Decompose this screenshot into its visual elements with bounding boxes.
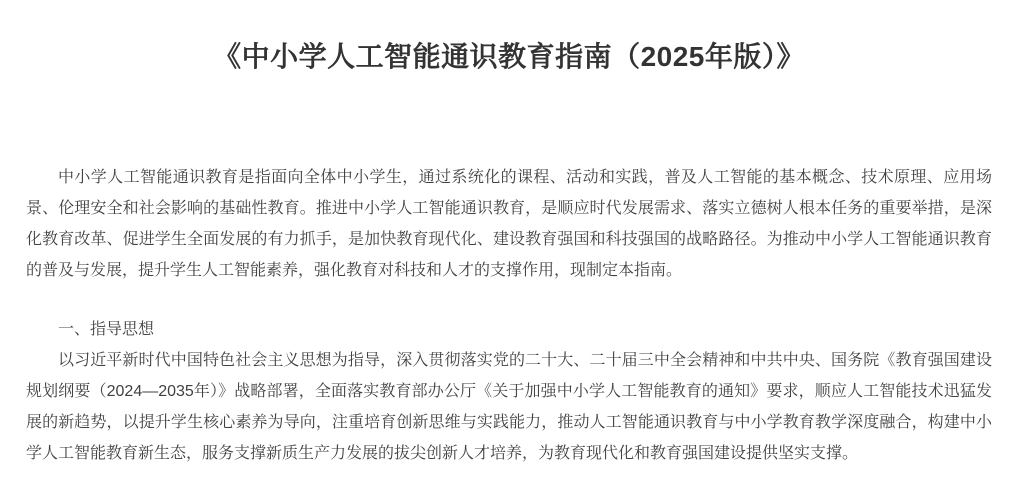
intro-paragraph: 中小学人工智能通识教育是指面向全体中小学生，通过系统化的课程、活动和实践，普及人工智能的基本概念、技术原理、应用场景、伦理安全和社会影响的基础性教育。推进中小学人工智能通识教育，是顺应时代发展需求、落实立德树人根本任务的重要举措，是深化教育改革、促进学生全面发展的有力抓手，是加快教育现代化、建设教育强国和科技强国的战略路径。为推动中小学人工智能通识教育的普及与发展，提升学生人工智能素养，强化教育对科技和人才的支撑作用，现制定本指南。 xyxy=(26,169,992,279)
section-1-heading: 一、指导思想 xyxy=(58,321,155,338)
document-title: 《中小学人工智能通识教育指南（2025年版）》 xyxy=(213,41,805,72)
section-1-body: 以习近平新时代中国特色社会主义思想为指导，深入贯彻落实党的二十大、二十届三中全会精神和中共中央、国务院《教育强国建设规划纲要（2024—2035年）》战略部署，全面落实教育部办公厅《关于加强中小学人工智能教育的通知》要求，顺应人工智能技术迅猛发展的新趋势，以提升学生核心素养为导向，注重培育创新思维与实践能力，推动人工智能通识教育与中小学教育教学深度融合，构建中小学人工智能教育新生态，服务支撑新质生产力发展的拔尖创新人才培养，为教育现代化和教育强国建设提供坚实支撑。 xyxy=(26,352,992,462)
